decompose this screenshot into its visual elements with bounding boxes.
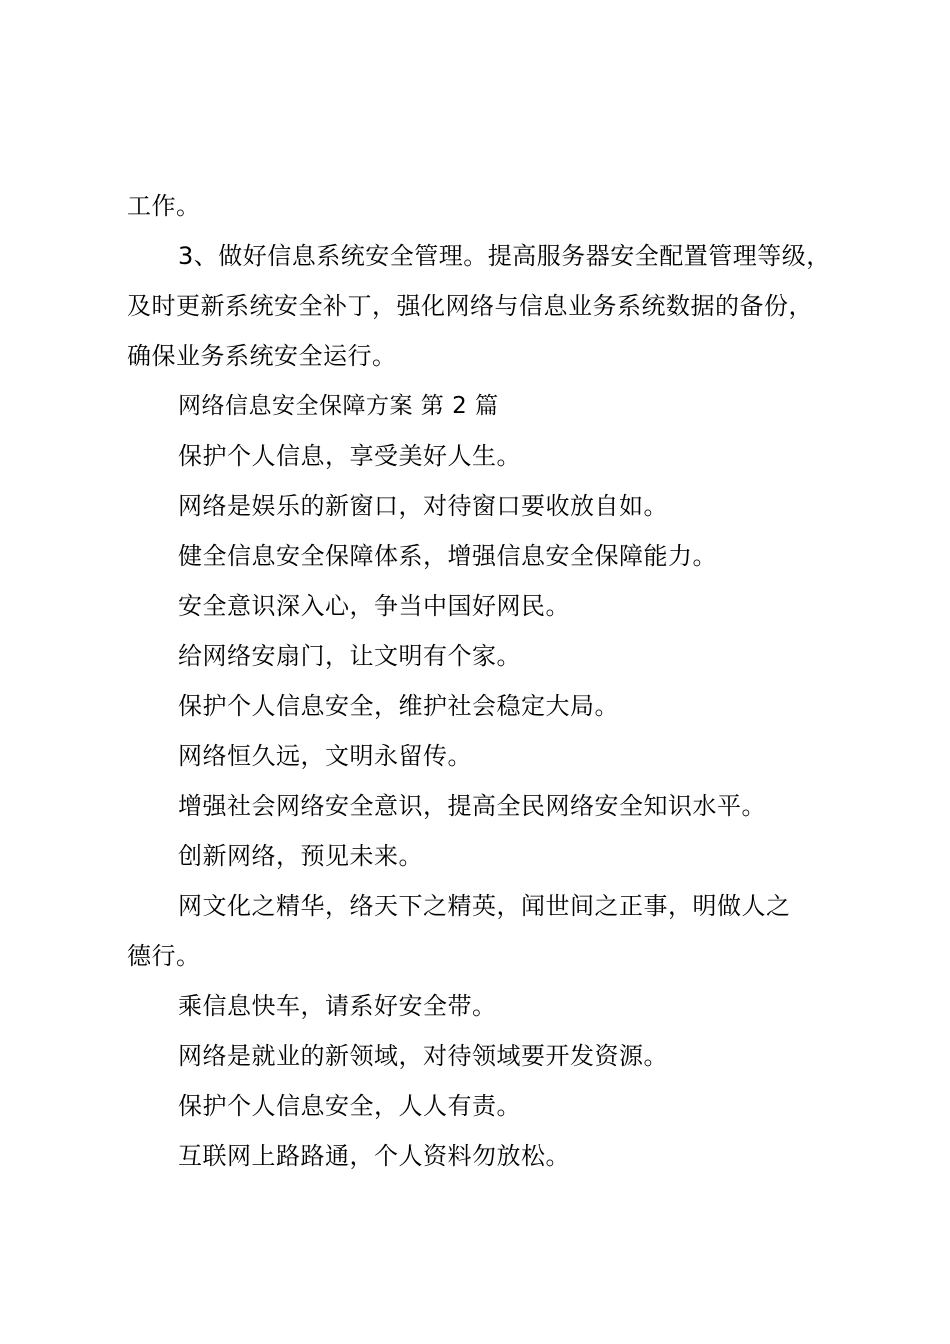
slogan-line: 创新网络，预见未来。 [178, 842, 423, 870]
slogan-line: 保护个人信息安全，维护社会稳定大局。 [178, 692, 619, 720]
slogan-line: 保护个人信息，享受美好人生。 [178, 442, 521, 470]
paragraph-item-3-line-2: 及时更新系统安全补丁，强化网络与信息业务系统数据的备份， [127, 292, 813, 320]
paragraph-continuation: 工作。 [127, 192, 201, 220]
slogan-line: 乘信息快车，请系好安全带。 [178, 992, 497, 1020]
slogan-line: 给网络安扇门，让文明有个家。 [178, 642, 521, 670]
document-page [127, 181, 862, 1181]
section-title: 网络信息安全保障方案 第 2 篇 [178, 393, 499, 419]
paragraph-item-3: 3、做好信息系统安全管理。提高服务器安全配置管理等级， [178, 242, 831, 270]
slogan-line: 安全意识深入心，争当中国好网民。 [178, 592, 570, 620]
slogan-line: 增强社会网络安全意识，提高全民网络安全知识水平。 [178, 792, 766, 820]
slogan-line: 互联网上路路通，个人资料勿放松。 [178, 1142, 570, 1170]
slogan-line: 网络是就业的新领域，对待领域要开发资源。 [178, 1042, 668, 1070]
slogan-line: 网文化之精华，络天下之精英，闻世间之正事，明做人之 [178, 892, 791, 920]
slogan-line: 保护个人信息安全，人人有责。 [178, 1092, 521, 1120]
slogan-line: 健全信息安全保障体系，增强信息安全保障能力。 [178, 542, 717, 570]
paragraph-item-3-line-3: 确保业务系统安全运行。 [127, 342, 397, 370]
slogan-line: 网络恒久远，文明永留传。 [178, 742, 472, 770]
slogan-line-continuation: 德行。 [127, 942, 201, 970]
slogan-line: 网络是娱乐的新窗口，对待窗口要收放自如。 [178, 492, 668, 520]
